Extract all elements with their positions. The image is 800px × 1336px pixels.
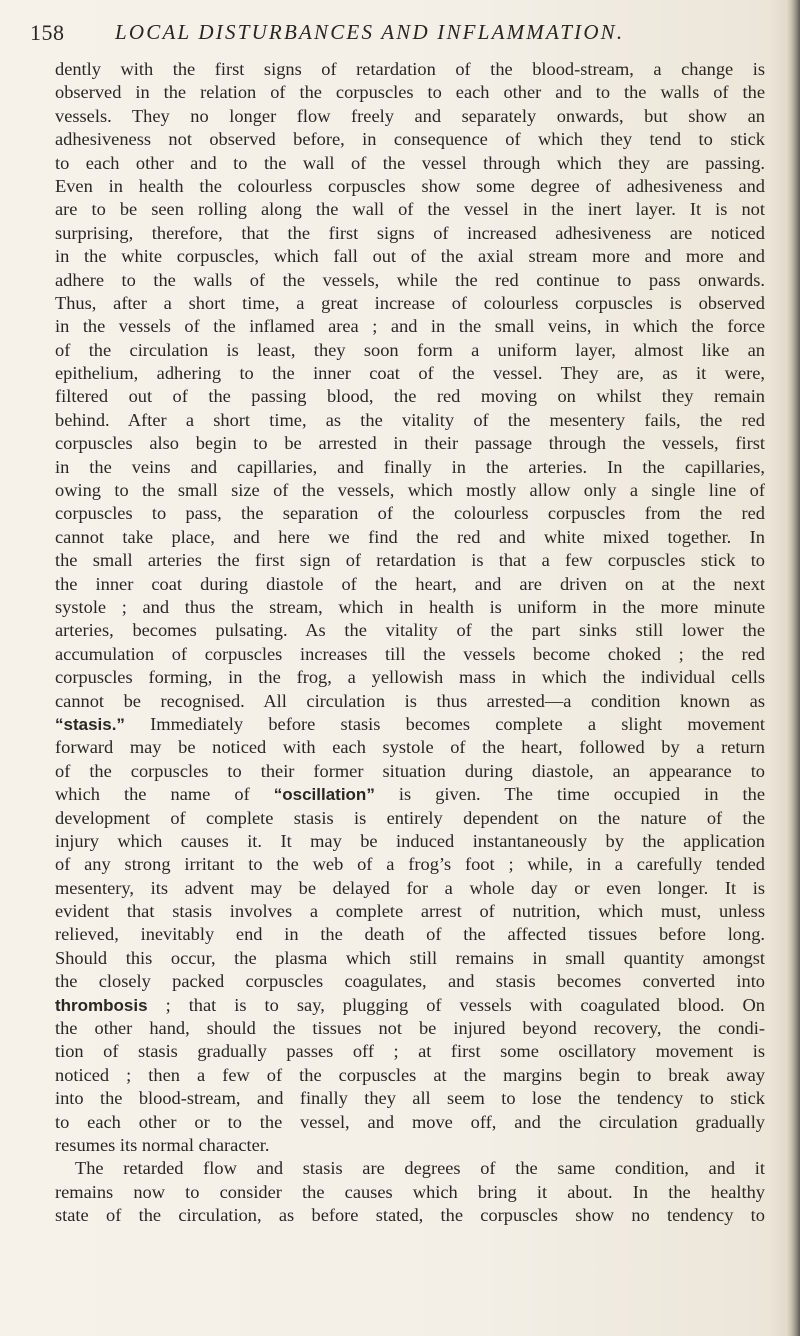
text-segment: which the name of: [55, 784, 274, 805]
text-line: resumes its normal character.: [55, 1134, 270, 1155]
page-number: 158: [30, 20, 65, 45]
text-line: [55, 783, 765, 806]
text-line: corpuscles to pass, the separation of the colourless corpuscles from the red: [55, 503, 765, 524]
text-line: forward may be noticed with each systole of the heart, followed by a return: [55, 737, 765, 758]
text-line: in the vessels of the inflamed area ; and in the small veins, in which the force: [55, 316, 765, 337]
text-line: filtered out of the passing blood, the red moving on whilst they remain: [55, 386, 765, 407]
text-line: owing to the small size of the vessels, which mostly allow only a single line of: [55, 480, 765, 501]
page-header: [30, 20, 730, 50]
text-segment: is given. The time occupied in the: [374, 784, 765, 805]
bold-term: thrombosis: [55, 995, 148, 1015]
text-line: of the circulation is least, they soon form a uniform layer, almost like an: [55, 339, 765, 360]
text-line: are to be seen rolling along the wall of the vessel in the inert layer. It is not: [55, 199, 765, 220]
bold-term: “stasis.”: [55, 714, 125, 734]
text-line: The retarded flow and stasis are degrees of the same condition, and it: [75, 1158, 765, 1179]
text-line: state of the circulation, as before stated, the corpuscles show no tendency to: [55, 1205, 765, 1226]
text-line: corpuscles also begin to be arrested in their passage through the vessels, first: [55, 433, 765, 454]
text-line: into the blood-stream, and finally they all seem to lose the tendency to stick: [55, 1088, 765, 1109]
text-line: arteries, becomes pulsating. As the vitality of the part sinks still lower the: [55, 620, 765, 641]
text-line: Should this occur, the plasma which still remains in small quantity amongst: [55, 947, 765, 968]
text-line: tion of stasis gradually passes off ; at first some oscillatory movement is: [55, 1041, 765, 1062]
text-line: injury which causes it. It may be induced instantaneously by the application: [55, 830, 765, 851]
text-line: adhesiveness not observed before, in consequence of which they tend to stick: [55, 129, 765, 150]
body-text: [55, 58, 765, 1328]
text-line: remains now to consider the causes which bring it about. In the healthy: [55, 1181, 765, 1202]
text-line: accumulation of corpuscles increases till the vessels become choked ; the red: [55, 643, 765, 664]
text-line: in the veins and capillaries, and finally in the arteries. In the capillaries,: [55, 456, 765, 477]
text-line: observed in the relation of the corpuscles to each other and to the walls of the: [55, 82, 765, 103]
text-line: [55, 713, 765, 736]
text-line: Thus, after a short time, a great increase of colourless corpuscles is observed: [55, 292, 765, 313]
page-edge-shadow: [786, 0, 800, 1336]
text-line: the other hand, should the tissues not be injured beyond recovery, the condi-: [55, 1018, 765, 1039]
text-line: the inner coat during diastole of the heart, and are driven on at the next: [55, 573, 765, 594]
text-segment: Immediately before stasis becomes complete a slight movement: [124, 713, 765, 734]
text-line: to each other or to the vessel, and move off, and the circulation gradually: [55, 1111, 765, 1132]
text-line: to each other and to the wall of the vessel through which they are passing.: [55, 152, 765, 173]
bold-term: “oscillation”: [273, 785, 375, 805]
text-line: in the white corpuscles, which fall out of the axial stream more and more and: [55, 246, 765, 267]
text-line: evident that stasis involves a complete arrest of nutrition, which must, unless: [55, 901, 765, 922]
text-line: [55, 994, 765, 1017]
text-line: of any strong irritant to the web of a frog’s foot ; while, in a carefully tended: [55, 854, 765, 875]
text-line: development of complete stasis is entirely dependent on the nature of the: [55, 807, 765, 828]
text-line: Even in health the colourless corpuscles show some degree of adhesiveness and: [55, 175, 765, 196]
text-line: dently with the first signs of retardation of the blood-stream, a change is: [55, 59, 765, 79]
text-line: cannot be recognised. All circulation is thus arrested—a condition known as: [55, 690, 765, 711]
text-line: relieved, inevitably end in the death of the affected tissues before long.: [55, 924, 765, 945]
text-line: of the corpuscles to their former situation during diastole, an appearance to: [55, 760, 765, 781]
text-line: epithelium, adhering to the inner coat of the vessel. They are, as it were,: [55, 363, 765, 384]
text-line: the closely packed corpuscles coagulates, and stasis becomes converted into: [55, 971, 765, 992]
text-line: corpuscles forming, in the frog, a yellowish mass in which the individual cells: [55, 667, 765, 688]
text-line: the small arteries the first sign of retardation is that a few corpuscles stick to: [55, 550, 765, 571]
text-line: behind. After a short time, as the vitality of the mesentery fails, the red: [55, 409, 765, 430]
text-line: surprising, therefore, that the first signs of increased adhesiveness are noticed: [55, 222, 765, 243]
running-title: LOCAL DISTURBANCES AND INFLAMMATION.: [115, 20, 625, 44]
text-line: noticed ; then a few of the corpuscles at the margins begin to break away: [55, 1064, 765, 1085]
text-line: systole ; and thus the stream, which in health is uniform in the more minute: [55, 596, 765, 617]
text-line: cannot take place, and here we find the red and white mixed together. In: [55, 526, 765, 547]
text-line: vessels. They no longer flow freely and separately onwards, but show an: [55, 105, 765, 126]
text-segment: ; that is to say, plugging of vessels with coagulated blood. On: [147, 994, 765, 1015]
text-line: mesentery, its advent may be delayed for a whole day or even longer. It is: [55, 877, 765, 898]
text-line: adhere to the walls of the vessels, while the red continue to pass onwards.: [55, 269, 765, 290]
